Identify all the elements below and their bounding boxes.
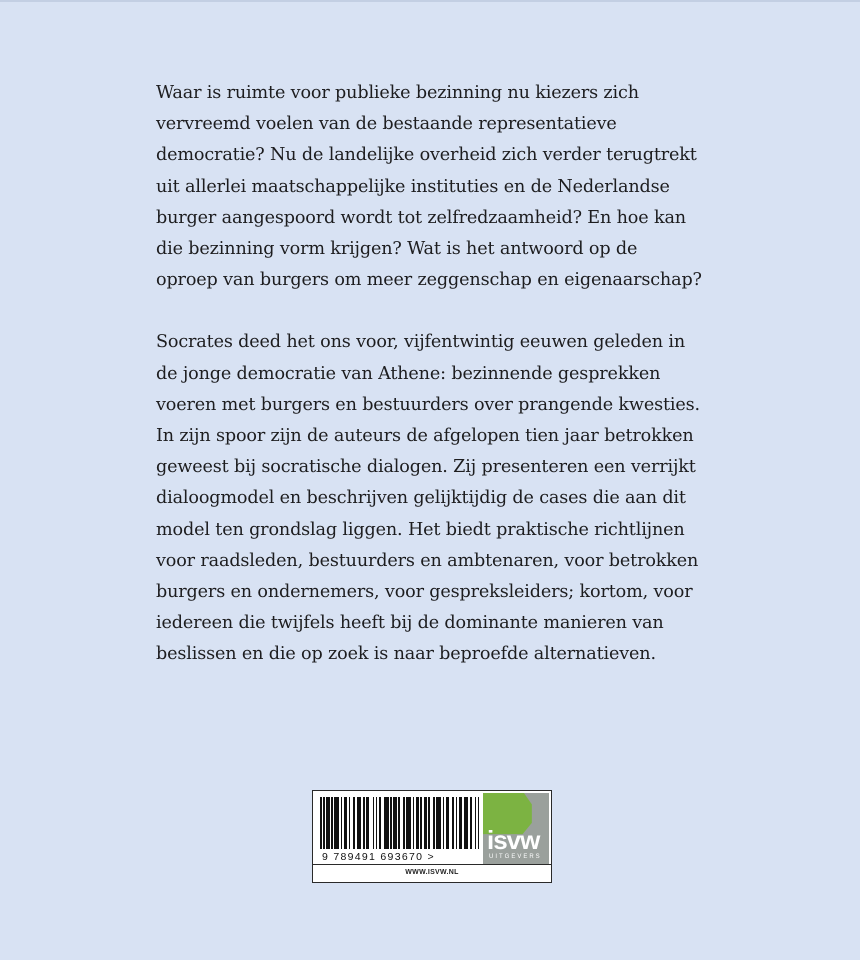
text-line: die bezinning vorm krijgen? Wat is het antwoord op de bbox=[156, 239, 638, 260]
barcode-box bbox=[312, 790, 552, 883]
text-line: uit allerlei maatschappelijke instituties en de Nederlandse bbox=[156, 176, 670, 197]
text-line: oproep van burgers om meer zeggenschap en eigenaarschap? bbox=[156, 270, 702, 291]
back-cover-text bbox=[156, 78, 856, 671]
text-line: burger aangespoord wordt tot zelfredzaamheid? En hoe kan bbox=[156, 207, 686, 228]
publisher-logo bbox=[483, 793, 549, 864]
logo-text: isvw bbox=[487, 825, 540, 855]
text-line: dialoogmodel en beschrijven gelijktijdig de cases die aan dit bbox=[156, 488, 686, 509]
logo-subtext: UITGEVERS bbox=[489, 854, 542, 860]
isbn-barcode bbox=[320, 797, 483, 849]
text-line: Waar is ruimte voor publieke bezinning nu kiezers zich bbox=[156, 83, 639, 103]
text-line: burgers en ondernemers, voor gespreksleiders; kortom, voor bbox=[156, 582, 693, 603]
text-line: voor raadsleden, bestuurders en ambtenaren, voor betrokken bbox=[156, 550, 699, 571]
text-line: voeren met burgers en bestuurders over prangende kwesties. bbox=[156, 394, 700, 415]
barcode-space bbox=[479, 797, 481, 849]
text-line: beslissen en die op zoek is naar beproefde alternatieven. bbox=[156, 644, 656, 665]
text-line: de jonge democratie van Athene: bezinnende gesprekken bbox=[156, 363, 661, 384]
paragraph-2 bbox=[156, 327, 856, 670]
isbn-digits: 9 789491 693670 > bbox=[322, 851, 435, 863]
text-line: iedereen die twijfels heeft bij de dominante manieren van bbox=[156, 613, 664, 634]
text-line: democratie? Nu de landelijke overheid zich verder terugtrekt bbox=[156, 145, 697, 166]
paragraph-1 bbox=[156, 78, 856, 296]
text-line: In zijn spoor zijn de auteurs de afgelopen tien jaar betrokken bbox=[156, 426, 694, 447]
text-line: model ten grondslag liggen. Het biedt praktische richtlijnen bbox=[156, 519, 685, 540]
top-edge bbox=[0, 0, 860, 2]
text-line: vervreemd voelen van de bestaande representatieve bbox=[156, 114, 617, 135]
publisher-url: WWW.ISVW.NL bbox=[405, 869, 459, 876]
text-line: Socrates deed het ons voor, vijfentwintig eeuwen geleden in bbox=[156, 332, 686, 353]
barcode-divider bbox=[313, 864, 551, 865]
text-line: geweest bij socratische dialogen. Zij presenteren een verrijkt bbox=[156, 457, 696, 478]
